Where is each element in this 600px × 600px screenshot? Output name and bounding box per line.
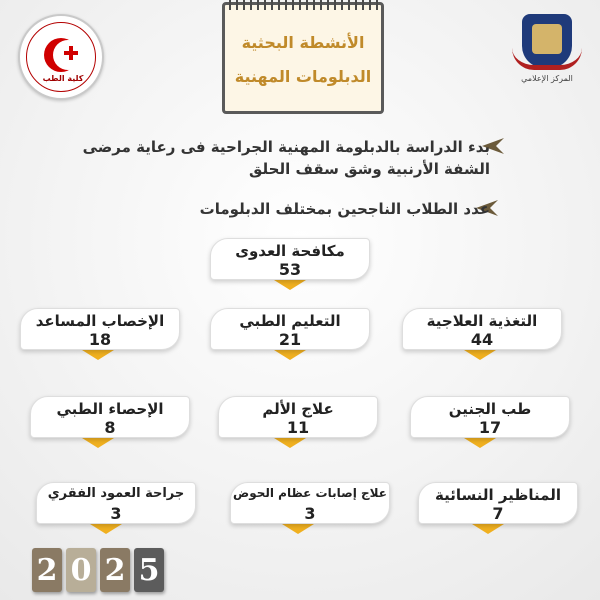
diploma-count: 8: [104, 418, 116, 437]
media-center-caption: المركز الإعلامي: [521, 74, 573, 83]
media-center-logo: [512, 14, 582, 88]
year-digit: 2: [32, 548, 62, 592]
year-badge: [32, 548, 164, 596]
year-digit: 5: [134, 548, 164, 592]
diploma-count: 21: [278, 330, 302, 349]
cross-icon: [64, 46, 78, 60]
year-digit: 0: [66, 548, 96, 592]
faculty-logo-caption: كلية الطب: [42, 74, 84, 83]
diploma-box-spine-surgery: [36, 482, 196, 524]
diploma-box-assisted-reproduction: [20, 308, 180, 350]
diploma-label: طب الجنين: [448, 400, 532, 418]
diploma-count: 11: [286, 418, 310, 437]
diploma-count: 3: [110, 504, 122, 523]
spiral-binding: [229, 0, 379, 10]
diploma-box-gynecologic-endoscopy: [418, 482, 578, 524]
diploma-count: 17: [478, 418, 502, 437]
diploma-label: التغذية العلاجية: [426, 312, 538, 330]
year-digit: 2: [100, 548, 130, 592]
diploma-label: الإخصاب المساعد: [35, 312, 165, 330]
diploma-box-fetal-medicine: [410, 396, 570, 438]
diploma-label: علاج الألم: [262, 400, 334, 418]
diploma-count: 7: [492, 504, 504, 523]
diploma-count: 44: [470, 330, 494, 349]
diploma-label: الإحصاء الطبي: [56, 400, 164, 418]
diploma-box-pain-management: [218, 396, 378, 438]
diploma-count: 3: [304, 504, 316, 523]
title-line-1: الأنشطة البحثية: [241, 33, 365, 52]
diploma-label: التعليم الطبي: [239, 312, 341, 330]
title-notepad: [222, 2, 384, 114]
diploma-box-medical-statistics: [30, 396, 190, 438]
diploma-label: المناظير النسائية: [434, 486, 562, 504]
diploma-box-infection-control: [210, 238, 370, 280]
faculty-logo: [18, 14, 104, 100]
diploma-box-pelvic-fracture-treatment: [230, 482, 390, 524]
bullet-diploma-start: بدء الدراسة بالدبلومة المهنية الجراحية فى رعاية مرضى الشفة الأرنبية وشق سقف الحلق: [82, 138, 490, 178]
diploma-label: مكافحة العدوى: [235, 242, 345, 260]
diploma-count: 18: [88, 330, 112, 349]
diploma-label: علاج إصابات عظام الحوض: [233, 486, 387, 500]
diploma-label: جراحة العمود الفقري: [47, 486, 185, 501]
diploma-count: 53: [278, 260, 302, 279]
diploma-box-clinical-nutrition: [402, 308, 562, 350]
diploma-box-medical-education: [210, 308, 370, 350]
hands-icon: [512, 48, 582, 70]
title-line-2: الدبلومات المهنية: [234, 67, 372, 86]
bullet-successful-students: عدد الطلاب الناجحين بمختلف الدبلومات: [199, 200, 490, 218]
